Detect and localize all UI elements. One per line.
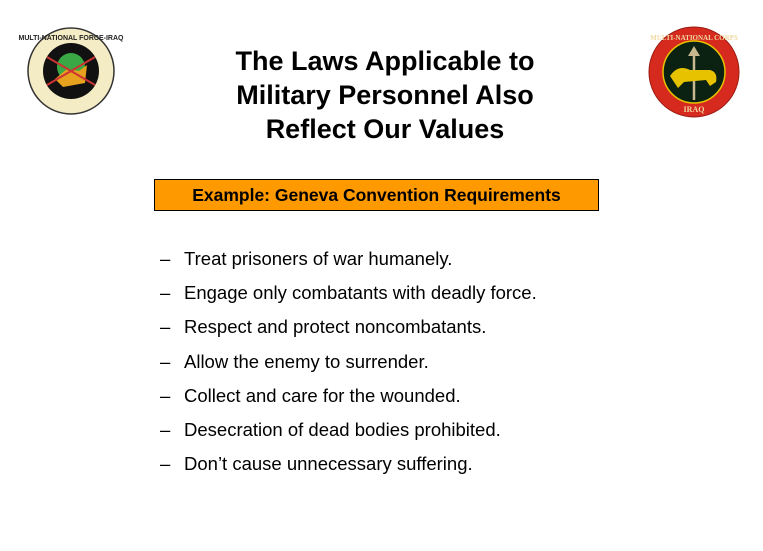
multi-national-corps-iraq-seal-icon bbox=[648, 26, 740, 118]
list-item-text: Treat prisoners of war humanely. bbox=[184, 248, 453, 269]
svg-text:IRAQ: IRAQ bbox=[683, 105, 705, 114]
multi-national-force-iraq-seal-icon bbox=[18, 27, 124, 115]
list-item bbox=[160, 347, 537, 381]
list-item-text: Engage only combatants with deadly force. bbox=[184, 282, 537, 304]
svg-text:MULTI-NATIONAL FORCE-IRAQ: MULTI-NATIONAL FORCE-IRAQ bbox=[18, 35, 124, 42]
dash-bullet: – bbox=[160, 418, 171, 440]
list-item bbox=[160, 381, 537, 415]
example-callout: Example: Geneva Convention Requirements bbox=[154, 179, 599, 211]
list-item-text: Respect and protect noncombatants. bbox=[184, 316, 487, 338]
list-item bbox=[160, 415, 537, 449]
dash-bullet: – bbox=[160, 282, 171, 304]
svg-text:MULTI-NATIONAL CORPS: MULTI-NATIONAL CORPS bbox=[650, 34, 738, 42]
dash-bullet: – bbox=[160, 384, 171, 406]
title-line: Reflect Our Values bbox=[265, 114, 505, 144]
title-line: The Laws Applicable to bbox=[235, 46, 535, 76]
dash-bullet: – bbox=[160, 350, 171, 372]
list-item bbox=[160, 278, 537, 312]
dash-bullet: – bbox=[160, 316, 171, 338]
list-item bbox=[160, 312, 537, 346]
list-item-text: Allow the enemy to surrender. bbox=[184, 350, 429, 372]
dash-bullet: – bbox=[160, 248, 171, 269]
list-item-text: Don’t cause unnecessary suffering. bbox=[184, 453, 473, 475]
list-item bbox=[160, 449, 537, 483]
slide-title bbox=[185, 44, 585, 146]
list-item-text: Desecration of dead bodies prohibited. bbox=[184, 418, 501, 440]
list-item-text: Collect and care for the wounded. bbox=[184, 384, 461, 406]
title-line: Military Personnel Also bbox=[236, 80, 534, 110]
list-item bbox=[160, 244, 537, 278]
dash-bullet: – bbox=[160, 453, 171, 475]
requirements-list bbox=[160, 244, 537, 483]
